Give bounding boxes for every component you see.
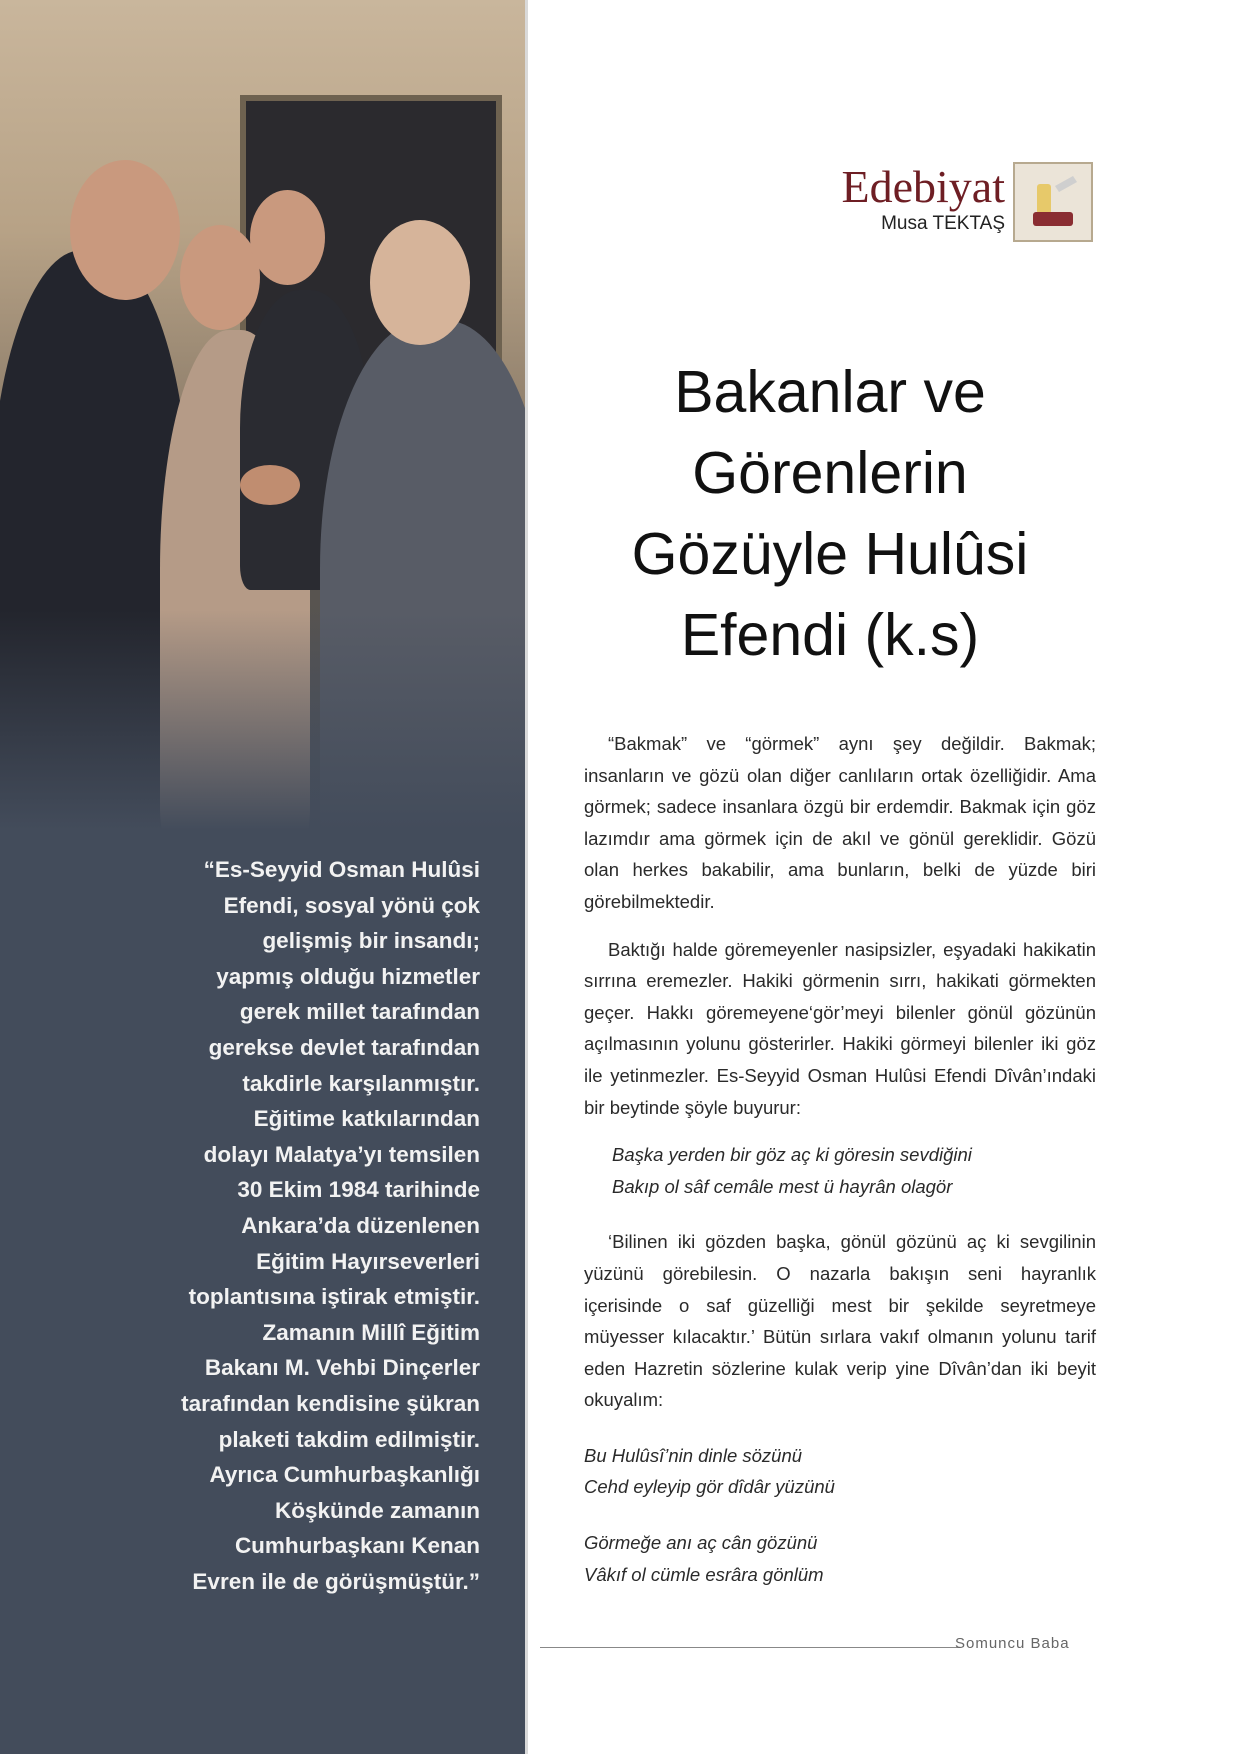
author-name: Musa TEKTAŞ [881, 213, 1005, 234]
left-panel [0, 0, 528, 1754]
event-photo [0, 0, 528, 830]
magazine-name: Somuncu Baba [955, 1635, 1070, 1652]
article-title: Bakanlar ve Görenlerin Gözüyle Hulûsi Efendi (k.s) [631, 359, 1029, 668]
section-label: Edebiyat [841, 161, 1005, 212]
paragraph-3: ‘Bilinen iki gözden başka, gönül gözünü aç ki sevgilinin yüzünü görebilesin. O nazarla bakışın seni hayranlık içerisinde o saf güzelliği mest bir şekilde seyretmeye müyesser kılacaktır.’ Bütün sırlara vakıf olmanın yolunu tarif eden Hazretin sözlerine kulak verip yine Dîvân’dan iki beyit okuyalım: [584, 1231, 1096, 1411]
paragraph-1: “Bakmak” ve “görmek” aynı şey değildir. Bakmak; insanların ve gözü olan diğer canlıların ortak özelliğidir. Ama görmek; sadece insanlara özgü bir erdemdir. Bakmak için göz lazımdır ama görmek için de akıl ve gönül gereklidir. Gözü olan herkes bakabilir, ama bunların, belki de yüzde biri görebilmektedir. [584, 733, 1096, 912]
pull-quote: “Es-Seyyid Osman Hulûsi Efendi, sosyal yönü çok gelişmiş bir insandı; yapmış olduğu hizmetler gerek millet tarafından gerekse devlet tarafından takdirle karşılanmıştır. Eğitime katkılarından dolayı Malatya’yı temsilen 30 Ekim 1984 tarihinde Ankara’da düzenlenen Eğitim Hayırseverleri toplantısına iştirak etmiştir. Zamanın Millî Eğitim Bakanı M. Vehbi Dinçerler tarafından kendisine şükran plaketi takdim edilmiştir. Ayrıca Cumhurbaşkanlığı Köşkünde zamanın Cumhurbaşkanı Kenan Evren ile de görüşmüştür.” [181, 857, 480, 1594]
verse-2: Bu Hulûsî’nin dinle sözünü Cehd eyleyip gör dîdâr yüzünü [584, 1444, 835, 1498]
verse-3: Görmeğe anı aç cân gözünü Vâkıf ol cümle esrâra gönlüm [584, 1532, 824, 1585]
article-body [584, 728, 1096, 1590]
verse-1: Başka yerden bir göz aç ki göresin sevdiğini Bakıp ol sâf cemâle mest ü hayrân olagör [612, 1144, 972, 1197]
paragraph-2: Baktığı halde göremeyenler nasipsizler, eşyadaki hakikatin sırrına eremezler. Hakiki görmenin sırrı, hakikati görmekten geçer. Hakkı göremeyene‘gör’meyi bilenler gönül gözünün açılmasının yolunu gösterirler. Hakiki görmeyi bilenler iki göz ile yetinmezler. Es-Seyyid Osman Hulûsi Efendi Dîvân’ındaki bir beytinde şöyle buyurur: [584, 938, 1096, 1118]
footer-rule [540, 1647, 960, 1648]
column-divider [525, 0, 528, 1754]
section-thumbnail [1013, 162, 1093, 242]
